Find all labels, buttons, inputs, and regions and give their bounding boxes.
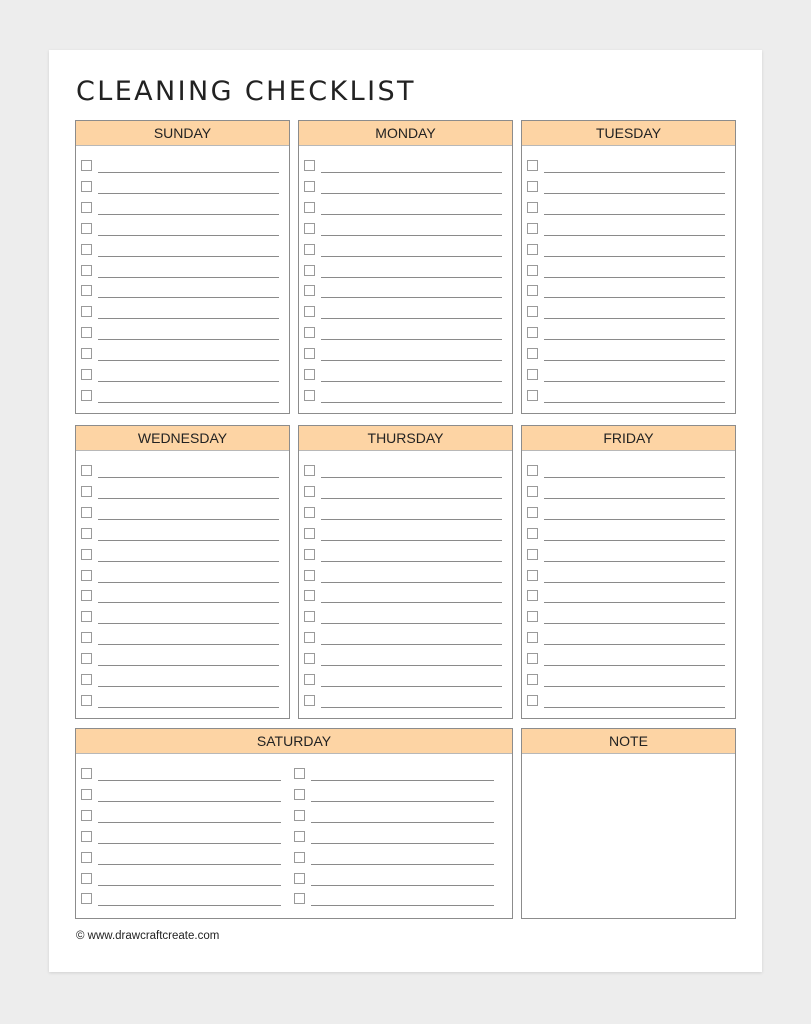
task-checkbox[interactable] <box>527 244 538 255</box>
friday-header: FRIDAY <box>522 426 735 451</box>
task-checkbox[interactable] <box>304 327 315 338</box>
task-write-line[interactable] <box>98 707 279 708</box>
task-row <box>304 671 502 692</box>
task-checkbox[interactable] <box>81 486 92 497</box>
task-row <box>304 483 502 504</box>
task-write-line[interactable] <box>544 665 725 666</box>
task-checkbox[interactable] <box>81 674 92 685</box>
task-checkbox[interactable] <box>304 465 315 476</box>
task-checkbox[interactable] <box>81 632 92 643</box>
task-checkbox[interactable] <box>294 873 305 884</box>
task-write-line[interactable] <box>321 318 502 319</box>
task-row <box>304 262 502 283</box>
task-row <box>527 608 725 629</box>
task-write-line[interactable] <box>98 519 279 520</box>
task-row <box>294 807 494 828</box>
task-row <box>81 671 279 692</box>
task-checkbox[interactable] <box>527 507 538 518</box>
task-row <box>294 849 494 870</box>
task-row <box>527 345 725 366</box>
task-write-line[interactable] <box>98 686 279 687</box>
task-row <box>81 178 279 199</box>
task-row <box>304 387 502 408</box>
task-checkbox[interactable] <box>304 507 315 518</box>
task-checkbox[interactable] <box>304 348 315 359</box>
task-write-line[interactable] <box>321 602 502 603</box>
task-row <box>81 650 279 671</box>
task-row <box>527 262 725 283</box>
task-row <box>81 262 279 283</box>
task-write-line[interactable] <box>98 623 279 624</box>
task-row <box>304 199 502 220</box>
task-write-line[interactable] <box>321 561 502 562</box>
task-row <box>527 241 725 262</box>
task-row <box>304 567 502 588</box>
task-write-line[interactable] <box>98 602 279 603</box>
task-row <box>81 567 279 588</box>
task-write-line[interactable] <box>544 214 725 215</box>
task-row <box>304 282 502 303</box>
task-write-line[interactable] <box>98 339 279 340</box>
task-write-line[interactable] <box>98 360 279 361</box>
task-write-line[interactable] <box>544 644 725 645</box>
task-write-line[interactable] <box>544 172 725 173</box>
task-write-line[interactable] <box>544 235 725 236</box>
task-row <box>304 324 502 345</box>
task-row <box>81 324 279 345</box>
task-write-line[interactable] <box>311 801 494 802</box>
task-row <box>527 483 725 504</box>
task-write-line[interactable] <box>321 193 502 194</box>
task-write-line[interactable] <box>321 540 502 541</box>
saturday-panel <box>75 728 513 919</box>
task-checkbox[interactable] <box>81 528 92 539</box>
task-row <box>81 765 281 786</box>
task-row <box>81 525 279 546</box>
task-write-line[interactable] <box>98 498 279 499</box>
task-checkbox[interactable] <box>304 590 315 601</box>
task-write-line[interactable] <box>321 214 502 215</box>
task-checkbox[interactable] <box>527 528 538 539</box>
task-write-line[interactable] <box>544 256 725 257</box>
task-row <box>304 650 502 671</box>
task-row <box>81 241 279 262</box>
task-write-line[interactable] <box>321 297 502 298</box>
task-write-line[interactable] <box>321 381 502 382</box>
task-row <box>294 828 494 849</box>
task-row <box>304 629 502 650</box>
task-write-line[interactable] <box>544 686 725 687</box>
task-checkbox[interactable] <box>527 348 538 359</box>
task-checkbox[interactable] <box>527 369 538 380</box>
task-checkbox[interactable] <box>81 611 92 622</box>
task-checkbox[interactable] <box>294 852 305 863</box>
task-checkbox[interactable] <box>527 549 538 560</box>
task-checkbox[interactable] <box>81 223 92 234</box>
copyright-footer: © www.drawcraftcreate.com <box>76 930 220 942</box>
task-checkbox[interactable] <box>304 611 315 622</box>
monday-panel <box>298 120 513 414</box>
task-write-line[interactable] <box>98 780 281 781</box>
task-row <box>527 282 725 303</box>
task-row <box>81 303 279 324</box>
task-row <box>527 157 725 178</box>
task-write-line[interactable] <box>544 519 725 520</box>
task-write-line[interactable] <box>321 235 502 236</box>
task-checkbox[interactable] <box>294 893 305 904</box>
wednesday-header: WEDNESDAY <box>76 426 289 451</box>
task-row <box>81 828 281 849</box>
task-checkbox[interactable] <box>81 768 92 779</box>
task-write-line[interactable] <box>321 172 502 173</box>
task-write-line[interactable] <box>98 864 281 865</box>
task-checkbox[interactable] <box>304 285 315 296</box>
task-write-line[interactable] <box>98 193 279 194</box>
task-checkbox[interactable] <box>81 789 92 800</box>
task-row <box>304 525 502 546</box>
task-write-line[interactable] <box>98 843 281 844</box>
task-checkbox[interactable] <box>81 265 92 276</box>
task-row <box>81 870 281 891</box>
task-row <box>527 692 725 713</box>
task-write-line[interactable] <box>544 602 725 603</box>
task-row <box>81 807 281 828</box>
task-checkbox[interactable] <box>527 486 538 497</box>
task-row <box>81 157 279 178</box>
task-checkbox[interactable] <box>81 873 92 884</box>
task-row <box>81 483 279 504</box>
task-checkbox[interactable] <box>81 285 92 296</box>
task-checkbox[interactable] <box>527 611 538 622</box>
task-checkbox[interactable] <box>81 549 92 560</box>
tuesday-header: TUESDAY <box>522 121 735 146</box>
wednesday-panel <box>75 425 290 719</box>
task-row <box>81 366 279 387</box>
task-write-line[interactable] <box>544 381 725 382</box>
thursday-header: THURSDAY <box>299 426 512 451</box>
task-checkbox[interactable] <box>527 306 538 317</box>
task-write-line[interactable] <box>321 644 502 645</box>
task-checkbox[interactable] <box>527 327 538 338</box>
task-checkbox[interactable] <box>294 810 305 821</box>
task-row <box>81 546 279 567</box>
task-write-line[interactable] <box>98 582 279 583</box>
task-checkbox[interactable] <box>81 810 92 821</box>
thursday-panel <box>298 425 513 719</box>
task-checkbox[interactable] <box>527 223 538 234</box>
task-checkbox[interactable] <box>527 674 538 685</box>
task-checkbox[interactable] <box>304 181 315 192</box>
task-row <box>81 199 279 220</box>
task-write-line[interactable] <box>98 318 279 319</box>
task-write-line[interactable] <box>544 477 725 478</box>
task-checkbox[interactable] <box>81 160 92 171</box>
task-checkbox[interactable] <box>304 653 315 664</box>
task-row <box>294 890 494 911</box>
task-checkbox[interactable] <box>294 831 305 842</box>
task-write-line[interactable] <box>321 360 502 361</box>
task-checkbox[interactable] <box>527 181 538 192</box>
task-checkbox[interactable] <box>81 695 92 706</box>
task-row <box>81 462 279 483</box>
task-write-line[interactable] <box>544 297 725 298</box>
task-row <box>304 241 502 262</box>
task-row <box>81 587 279 608</box>
task-write-line[interactable] <box>544 339 725 340</box>
task-checkbox[interactable] <box>304 695 315 706</box>
task-row <box>294 765 494 786</box>
task-write-line[interactable] <box>98 256 279 257</box>
task-write-line[interactable] <box>544 623 725 624</box>
task-row <box>304 157 502 178</box>
task-write-line[interactable] <box>98 214 279 215</box>
task-checkbox[interactable] <box>304 265 315 276</box>
task-write-line[interactable] <box>311 780 494 781</box>
note-panel <box>521 728 736 919</box>
task-write-line[interactable] <box>311 822 494 823</box>
task-checkbox[interactable] <box>81 831 92 842</box>
task-checkbox[interactable] <box>304 674 315 685</box>
task-checkbox[interactable] <box>304 160 315 171</box>
task-write-line[interactable] <box>311 885 494 886</box>
task-checkbox[interactable] <box>81 369 92 380</box>
task-row <box>527 671 725 692</box>
task-write-line[interactable] <box>321 623 502 624</box>
task-write-line[interactable] <box>98 561 279 562</box>
task-row <box>304 220 502 241</box>
task-row <box>527 650 725 671</box>
task-checkbox[interactable] <box>294 768 305 779</box>
task-checkbox[interactable] <box>527 202 538 213</box>
task-row <box>304 504 502 525</box>
task-row <box>527 525 725 546</box>
task-write-line[interactable] <box>311 843 494 844</box>
sunday-header: SUNDAY <box>76 121 289 146</box>
task-checkbox[interactable] <box>294 789 305 800</box>
task-row <box>527 462 725 483</box>
task-checkbox[interactable] <box>304 244 315 255</box>
task-write-line[interactable] <box>321 256 502 257</box>
task-row <box>294 786 494 807</box>
task-checkbox[interactable] <box>304 486 315 497</box>
task-row <box>81 692 279 713</box>
task-write-line[interactable] <box>544 540 725 541</box>
task-row <box>81 890 281 911</box>
task-write-line[interactable] <box>98 277 279 278</box>
task-checkbox[interactable] <box>304 549 315 560</box>
task-checkbox[interactable] <box>304 306 315 317</box>
task-write-line[interactable] <box>98 885 281 886</box>
task-checkbox[interactable] <box>527 695 538 706</box>
task-row <box>527 504 725 525</box>
task-row <box>81 387 279 408</box>
task-checkbox[interactable] <box>81 465 92 476</box>
task-write-line[interactable] <box>544 402 725 403</box>
task-write-line[interactable] <box>321 277 502 278</box>
task-write-line[interactable] <box>321 519 502 520</box>
task-write-line[interactable] <box>321 707 502 708</box>
task-write-line[interactable] <box>98 235 279 236</box>
task-row <box>527 387 725 408</box>
task-checkbox[interactable] <box>81 181 92 192</box>
task-row <box>304 345 502 366</box>
task-write-line[interactable] <box>544 318 725 319</box>
tuesday-panel <box>521 120 736 414</box>
task-checkbox[interactable] <box>81 327 92 338</box>
page-title: CLEANING CHECKLIST <box>76 76 416 107</box>
task-row <box>81 608 279 629</box>
task-checkbox[interactable] <box>527 390 538 401</box>
task-row <box>81 282 279 303</box>
sunday-panel <box>75 120 290 414</box>
task-checkbox[interactable] <box>81 507 92 518</box>
task-checkbox[interactable] <box>304 223 315 234</box>
task-row <box>527 567 725 588</box>
task-row <box>304 462 502 483</box>
task-row <box>294 870 494 891</box>
task-checkbox[interactable] <box>527 632 538 643</box>
task-row <box>81 220 279 241</box>
task-row <box>527 546 725 567</box>
task-write-line[interactable] <box>98 822 281 823</box>
task-write-line[interactable] <box>544 582 725 583</box>
task-write-line[interactable] <box>98 381 279 382</box>
task-write-line[interactable] <box>544 193 725 194</box>
task-row <box>81 629 279 650</box>
task-row <box>527 199 725 220</box>
task-checkbox[interactable] <box>81 390 92 401</box>
task-row <box>81 849 281 870</box>
task-write-line[interactable] <box>98 297 279 298</box>
task-write-line[interactable] <box>321 582 502 583</box>
task-write-line[interactable] <box>544 277 725 278</box>
task-write-line[interactable] <box>544 360 725 361</box>
task-write-line[interactable] <box>98 665 279 666</box>
task-write-line[interactable] <box>321 402 502 403</box>
task-write-line[interactable] <box>544 561 725 562</box>
task-row <box>304 692 502 713</box>
task-row <box>527 220 725 241</box>
task-row <box>81 504 279 525</box>
task-checkbox[interactable] <box>527 590 538 601</box>
task-checkbox[interactable] <box>527 465 538 476</box>
task-row <box>81 345 279 366</box>
saturday-header: SATURDAY <box>76 729 512 754</box>
task-row <box>527 303 725 324</box>
task-write-line[interactable] <box>311 864 494 865</box>
task-write-line[interactable] <box>98 644 279 645</box>
task-write-line[interactable] <box>321 498 502 499</box>
task-row <box>304 366 502 387</box>
task-row <box>304 178 502 199</box>
task-write-line[interactable] <box>98 801 281 802</box>
task-checkbox[interactable] <box>81 590 92 601</box>
monday-header: MONDAY <box>299 121 512 146</box>
task-row <box>304 587 502 608</box>
task-write-line[interactable] <box>98 477 279 478</box>
task-row <box>81 786 281 807</box>
task-checkbox[interactable] <box>81 244 92 255</box>
friday-panel <box>521 425 736 719</box>
task-write-line[interactable] <box>311 905 494 906</box>
task-checkbox[interactable] <box>81 893 92 904</box>
task-row <box>527 587 725 608</box>
note-header: NOTE <box>522 729 735 754</box>
task-write-line[interactable] <box>98 172 279 173</box>
task-row <box>527 178 725 199</box>
task-row <box>304 546 502 567</box>
task-checkbox[interactable] <box>304 202 315 213</box>
task-row <box>304 303 502 324</box>
task-write-line[interactable] <box>321 665 502 666</box>
task-row <box>304 608 502 629</box>
task-checkbox[interactable] <box>304 528 315 539</box>
task-checkbox[interactable] <box>304 390 315 401</box>
task-checkbox[interactable] <box>81 348 92 359</box>
task-checkbox[interactable] <box>304 632 315 643</box>
task-write-line[interactable] <box>321 477 502 478</box>
task-checkbox[interactable] <box>81 653 92 664</box>
task-checkbox[interactable] <box>304 570 315 581</box>
task-checkbox[interactable] <box>81 570 92 581</box>
task-row <box>527 366 725 387</box>
task-checkbox[interactable] <box>527 653 538 664</box>
task-checkbox[interactable] <box>81 852 92 863</box>
task-write-line[interactable] <box>98 402 279 403</box>
task-write-line[interactable] <box>98 905 281 906</box>
task-checkbox[interactable] <box>527 160 538 171</box>
task-write-line[interactable] <box>544 498 725 499</box>
task-row <box>527 629 725 650</box>
task-write-line[interactable] <box>98 540 279 541</box>
task-write-line[interactable] <box>321 339 502 340</box>
task-write-line[interactable] <box>321 686 502 687</box>
task-row <box>527 324 725 345</box>
task-checkbox[interactable] <box>527 285 538 296</box>
task-write-line[interactable] <box>544 707 725 708</box>
task-checkbox[interactable] <box>81 202 92 213</box>
task-checkbox[interactable] <box>304 369 315 380</box>
task-checkbox[interactable] <box>527 570 538 581</box>
task-checkbox[interactable] <box>81 306 92 317</box>
task-checkbox[interactable] <box>527 265 538 276</box>
